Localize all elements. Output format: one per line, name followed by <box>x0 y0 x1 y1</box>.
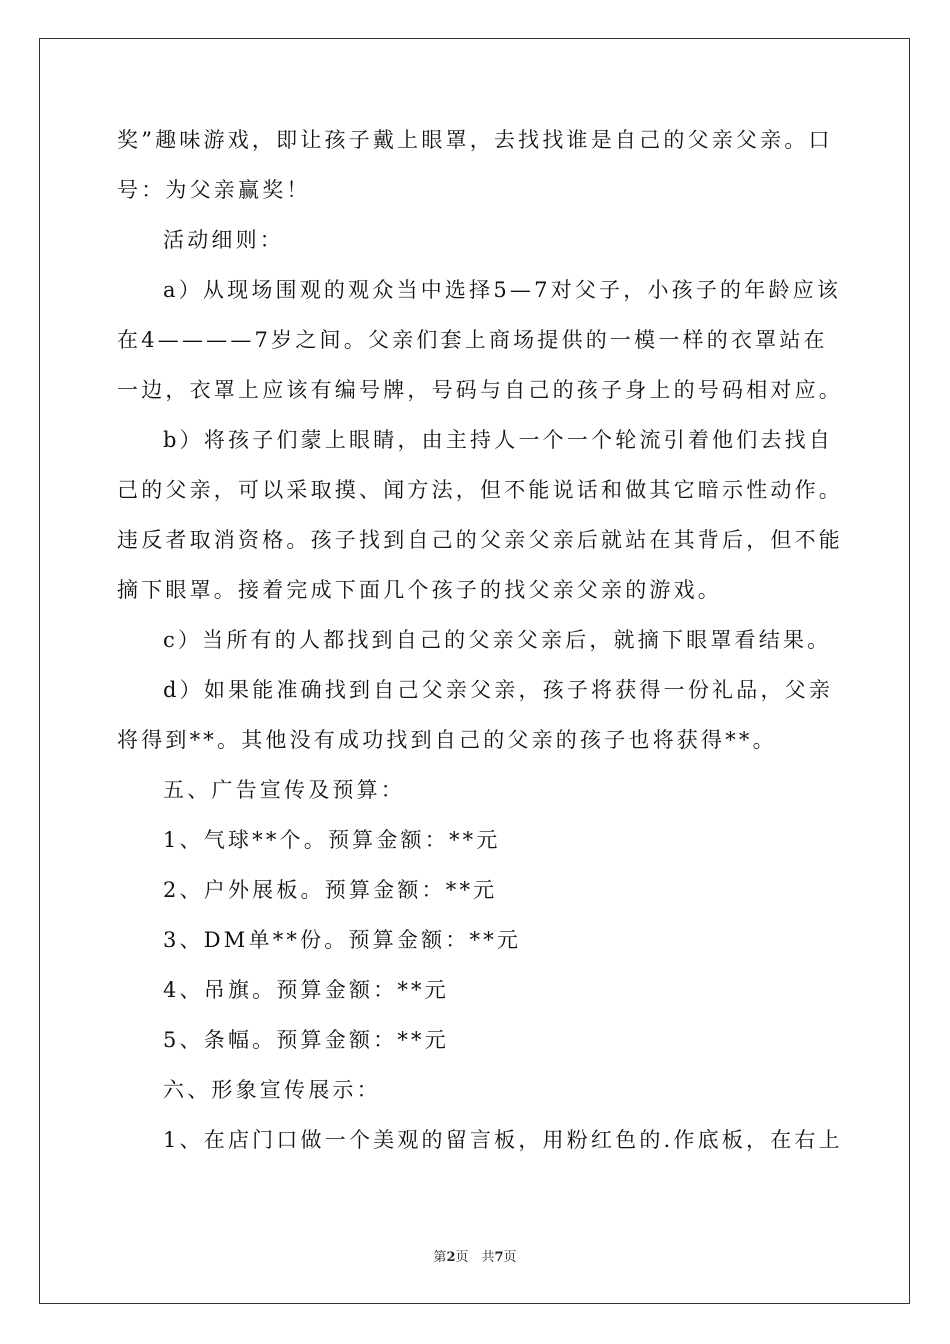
text-line: b）将孩子们蒙上眼睛，由主持人一个一个轮流引着他们去找自 <box>163 428 834 452</box>
text-line: 将得到**。其他没有成功找到自己的父亲的孩子也将获得**。 <box>117 728 777 752</box>
text-line: a）从现场围观的观众当中选择5—7对父子，小孩子的年龄应该 <box>163 278 842 302</box>
total-page-number: 7 <box>494 1250 504 1265</box>
text-line: 奖”趣味游戏，即让孩子戴上眼罩，去找找谁是自己的父亲父亲。口 <box>117 128 833 152</box>
text-line: 摘下眼罩。接着完成下面几个孩子的找父亲父亲的游戏。 <box>117 578 722 602</box>
text-line: 号：为父亲赢奖！ <box>117 178 311 202</box>
text-line: c）当所有的人都找到自己的父亲父亲后，就摘下眼罩看结果。 <box>163 628 832 652</box>
text-line: 在4————7岁之间。父亲们套上商场提供的一模一样的衣罩站在 <box>117 328 828 352</box>
section-heading: 六、形象宣传展示： <box>163 1078 381 1102</box>
text-line: 己的父亲，可以采取摸、闻方法，但不能说话和做其它暗示性动作。 <box>117 478 843 502</box>
footer-middle: 页 共 <box>455 1250 495 1265</box>
text-line: 一边，衣罩上应该有编号牌，号码与自己的孩子身上的号码相对应。 <box>117 378 843 402</box>
footer-prefix: 第 <box>433 1250 447 1265</box>
footer-suffix: 页 <box>503 1250 517 1265</box>
list-item: 2、户外展板。预算金额：**元 <box>163 878 498 902</box>
list-item: 4、吊旗。预算金额：**元 <box>163 978 449 1002</box>
list-item: 3、DM单**份。预算金额：**元 <box>163 928 522 952</box>
section-heading: 活动细则： <box>163 228 284 252</box>
page-footer <box>0 1246 950 1265</box>
current-page-number: 2 <box>446 1250 456 1265</box>
list-item: 1、在店门口做一个美观的留言板，用粉红色的.作底板，在右上 <box>163 1128 843 1152</box>
list-item: 5、条幅。预算金额：**元 <box>163 1028 449 1052</box>
section-heading: 五、广告宣传及预算： <box>163 778 405 802</box>
text-line: 违反者取消资格。孩子找到自己的父亲父亲后就站在其背后，但不能 <box>117 528 843 552</box>
list-item: 1、气球**个。预算金额：**元 <box>163 828 501 852</box>
text-line: d）如果能准确找到自己父亲父亲，孩子将获得一份礼品，父亲 <box>163 678 834 702</box>
